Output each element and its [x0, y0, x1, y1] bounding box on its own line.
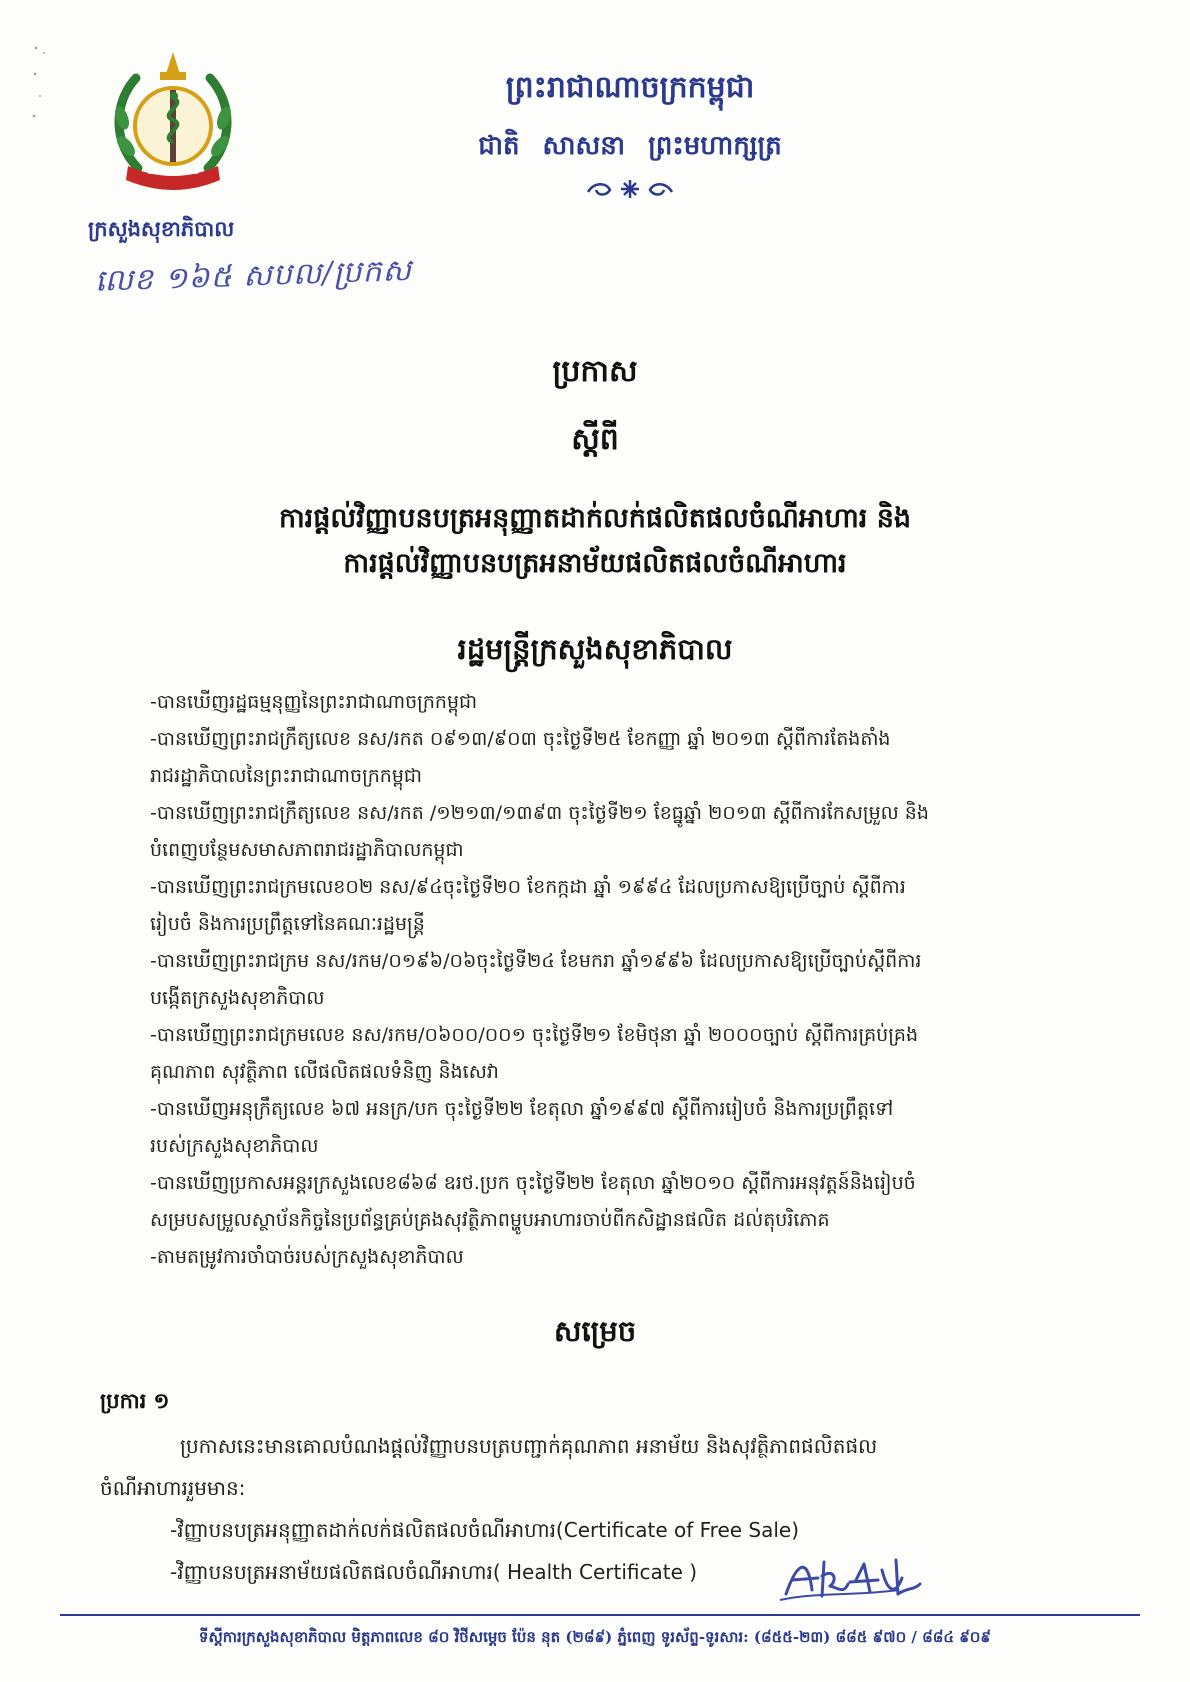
kingdom-title: ព្រះរាជាណាចក្រកម្ពុជា: [505, 70, 755, 105]
preamble-line: -តាមតម្រូវការចាំបាច់របស់ក្រសួងសុខាភិបាល: [150, 1246, 464, 1268]
subject-line-2: ការផ្តល់វិញ្ញាបនបត្រអនាម័យផលិតផលចំណីអាហារ: [343, 548, 847, 579]
preamble-line: -បានឃើញព្រះរាជក្រឹត្យលេខ នស/រកត /១២១៣/១៣៩៣ ចុះថ្ងៃទី២១ ខែធ្នូឆ្នាំ ២០១៣ ស្តីពីការកែសម្រួល និង: [150, 802, 929, 824]
ministry-name: ក្រសួងសុខាភិបាល: [88, 216, 235, 241]
handwritten-reference-number: លេខ ១៦៥ សបល/ប្រកស: [94, 252, 413, 299]
decorative-ornament: [580, 176, 680, 202]
footer-divider: [60, 1614, 1140, 1616]
article-1-heading: ប្រការ ១: [100, 1388, 170, 1413]
preamble-line: -បានឃើញរដ្ឋធម្មនុញ្ញនៃព្រះរាជាណាចក្រកម្ពុជា: [150, 691, 478, 713]
preamble-line: បង្កើតក្រសួងសុខាភិបាល: [150, 987, 325, 1009]
preamble-references: [150, 684, 1100, 1276]
preamble-line: -បានឃើញព្រះរាជក្រឹត្យលេខ នស/រកត ០៩១៣/៩០៣ ចុះថ្ងៃទី២៥ ខែកញ្ញា ឆ្នាំ ២០១៣ ស្តីពីការតែងតាំង: [150, 728, 891, 750]
preamble-line: -បានឃើញប្រកាសអន្តរក្រសួងលេខ៨៦៨ ឧរថ.ប្រក ចុះថ្ងៃទី២២ ខែតុលា ឆ្នាំ២០១០ ស្តីពីការអនុវត្តន៍និងរៀបចំ: [150, 1172, 916, 1194]
article-1-body: [100, 1425, 1090, 1593]
decision-heading: សម្រេច: [553, 1314, 637, 1348]
preamble-line: -បានឃើញព្រះរាជក្រមលេខ នស/រកម/០៦០០/០០១ ចុះថ្ងៃទី២១ ខែមិថុនា ឆ្នាំ ២០០០ច្បាប់ ស្តីពីការគ្រប់គ្រង: [150, 1024, 919, 1046]
national-motto: ជាតិ សាសនា ព្រះមហាក្សត្រ: [478, 131, 782, 161]
article-1-item: -វិញ្ញាបនបត្រអនុញ្ញាតដាក់លក់ផលិតផលចំណីអាហារ(Certificate of Free Sale): [170, 1518, 800, 1542]
subject-line-1: ការផ្តល់វិញ្ញាបនបត្រអនុញ្ញាតដាក់លក់ផលិតផលចំណីអាហារ និង: [278, 503, 912, 534]
preamble-line: -បានឃើញព្រះរាជក្រមលេខ០២ នស/៩៤ចុះថ្ងៃទី២០ ខែកក្កដា ឆ្នាំ ១៩៩៤ ដែលប្រកាសឱ្យប្រើច្បាប់ ស្តីពីការ: [150, 876, 906, 898]
kingdom-header: [440, 66, 820, 206]
article-1-text-continued: ចំណីអាហាររួមមាន:: [100, 1476, 246, 1500]
footer-address: ទីស្តីការក្រសួងសុខាភិបាល មិត្តភាពលេខ ៨០ វិថីសម្តេច ប៉ែន នុត (២៨៩) ភ្នំពេញ ទូរស័ព្ទ-ទូរសារ: (៨៥៥-២៣) ៨៨៥ ៩៧០ / ៨៨៤ ៩០៩: [198, 1628, 992, 1646]
signature-initials: [778, 1550, 928, 1604]
preamble-line: សម្របសម្រួលស្ថាប័នកិច្ចនៃប្រព័ន្ធគ្រប់គ្រងសុវត្ថិភាពម្ហូបអាហារចាប់ពីកសិដ្ឋានផលិត ដល់តុបរិភោគ: [150, 1209, 830, 1231]
preamble-line: បំពេញបន្ថែមសមាសភាពរាជរដ្ឋាភិបាលកម្ពុជា: [150, 839, 464, 861]
regarding-label: ស្តីពី: [571, 422, 619, 457]
article-1-item: -វិញ្ញាបនបត្រអនាម័យផលិតផលចំណីអាហារ( Health Certificate ): [170, 1560, 698, 1584]
preamble-line: គុណភាព សុវត្ថិភាព លើផលិតផលទំនិញ និងសេវា: [150, 1061, 499, 1083]
article-1-text: ប្រកាសនេះមានគោលបំណងផ្តល់វិញ្ញាបនបត្របញ្ជាក់គុណភាព អនាម័យ និងសុវត្ថិភាពផលិតផល: [180, 1434, 878, 1458]
preamble-line: រាជរដ្ឋាភិបាលនៃព្រះរាជាណាចក្រកម្ពុជា: [150, 765, 423, 787]
preamble-line: -បានឃើញអនុក្រឹត្យលេខ ៦៧ អនក្រ/បក ចុះថ្ងៃទី២២ ខែតុលា ឆ្នាំ១៩៩៧ ស្តីពីការរៀបចំ និងការប្រព្រឹត្តទៅ: [150, 1098, 894, 1120]
preamble-line: រៀបចំ និងការប្រព្រឹត្តទៅនៃគណៈរដ្ឋមន្ត្រី: [150, 913, 425, 935]
ministry-emblem-logo: [108, 48, 238, 198]
scan-marks: [30, 44, 60, 124]
issuing-authority: រដ្ឋមន្ត្រីក្រសួងសុខាភិបាល: [457, 632, 733, 666]
preamble-line: របស់ក្រសួងសុខាភិបាល: [150, 1135, 319, 1157]
preamble-line: -បានឃើញព្រះរាជក្រម នស/រកម/០១៩៦/០៦ចុះថ្ងៃទី២៤ ខែមករា ឆ្នាំ១៩៩៦ ដែលប្រកាសឱ្យប្រើច្បាប់ស្តីពីការ: [150, 950, 922, 972]
document-type-title: ប្រកាស: [552, 354, 638, 389]
